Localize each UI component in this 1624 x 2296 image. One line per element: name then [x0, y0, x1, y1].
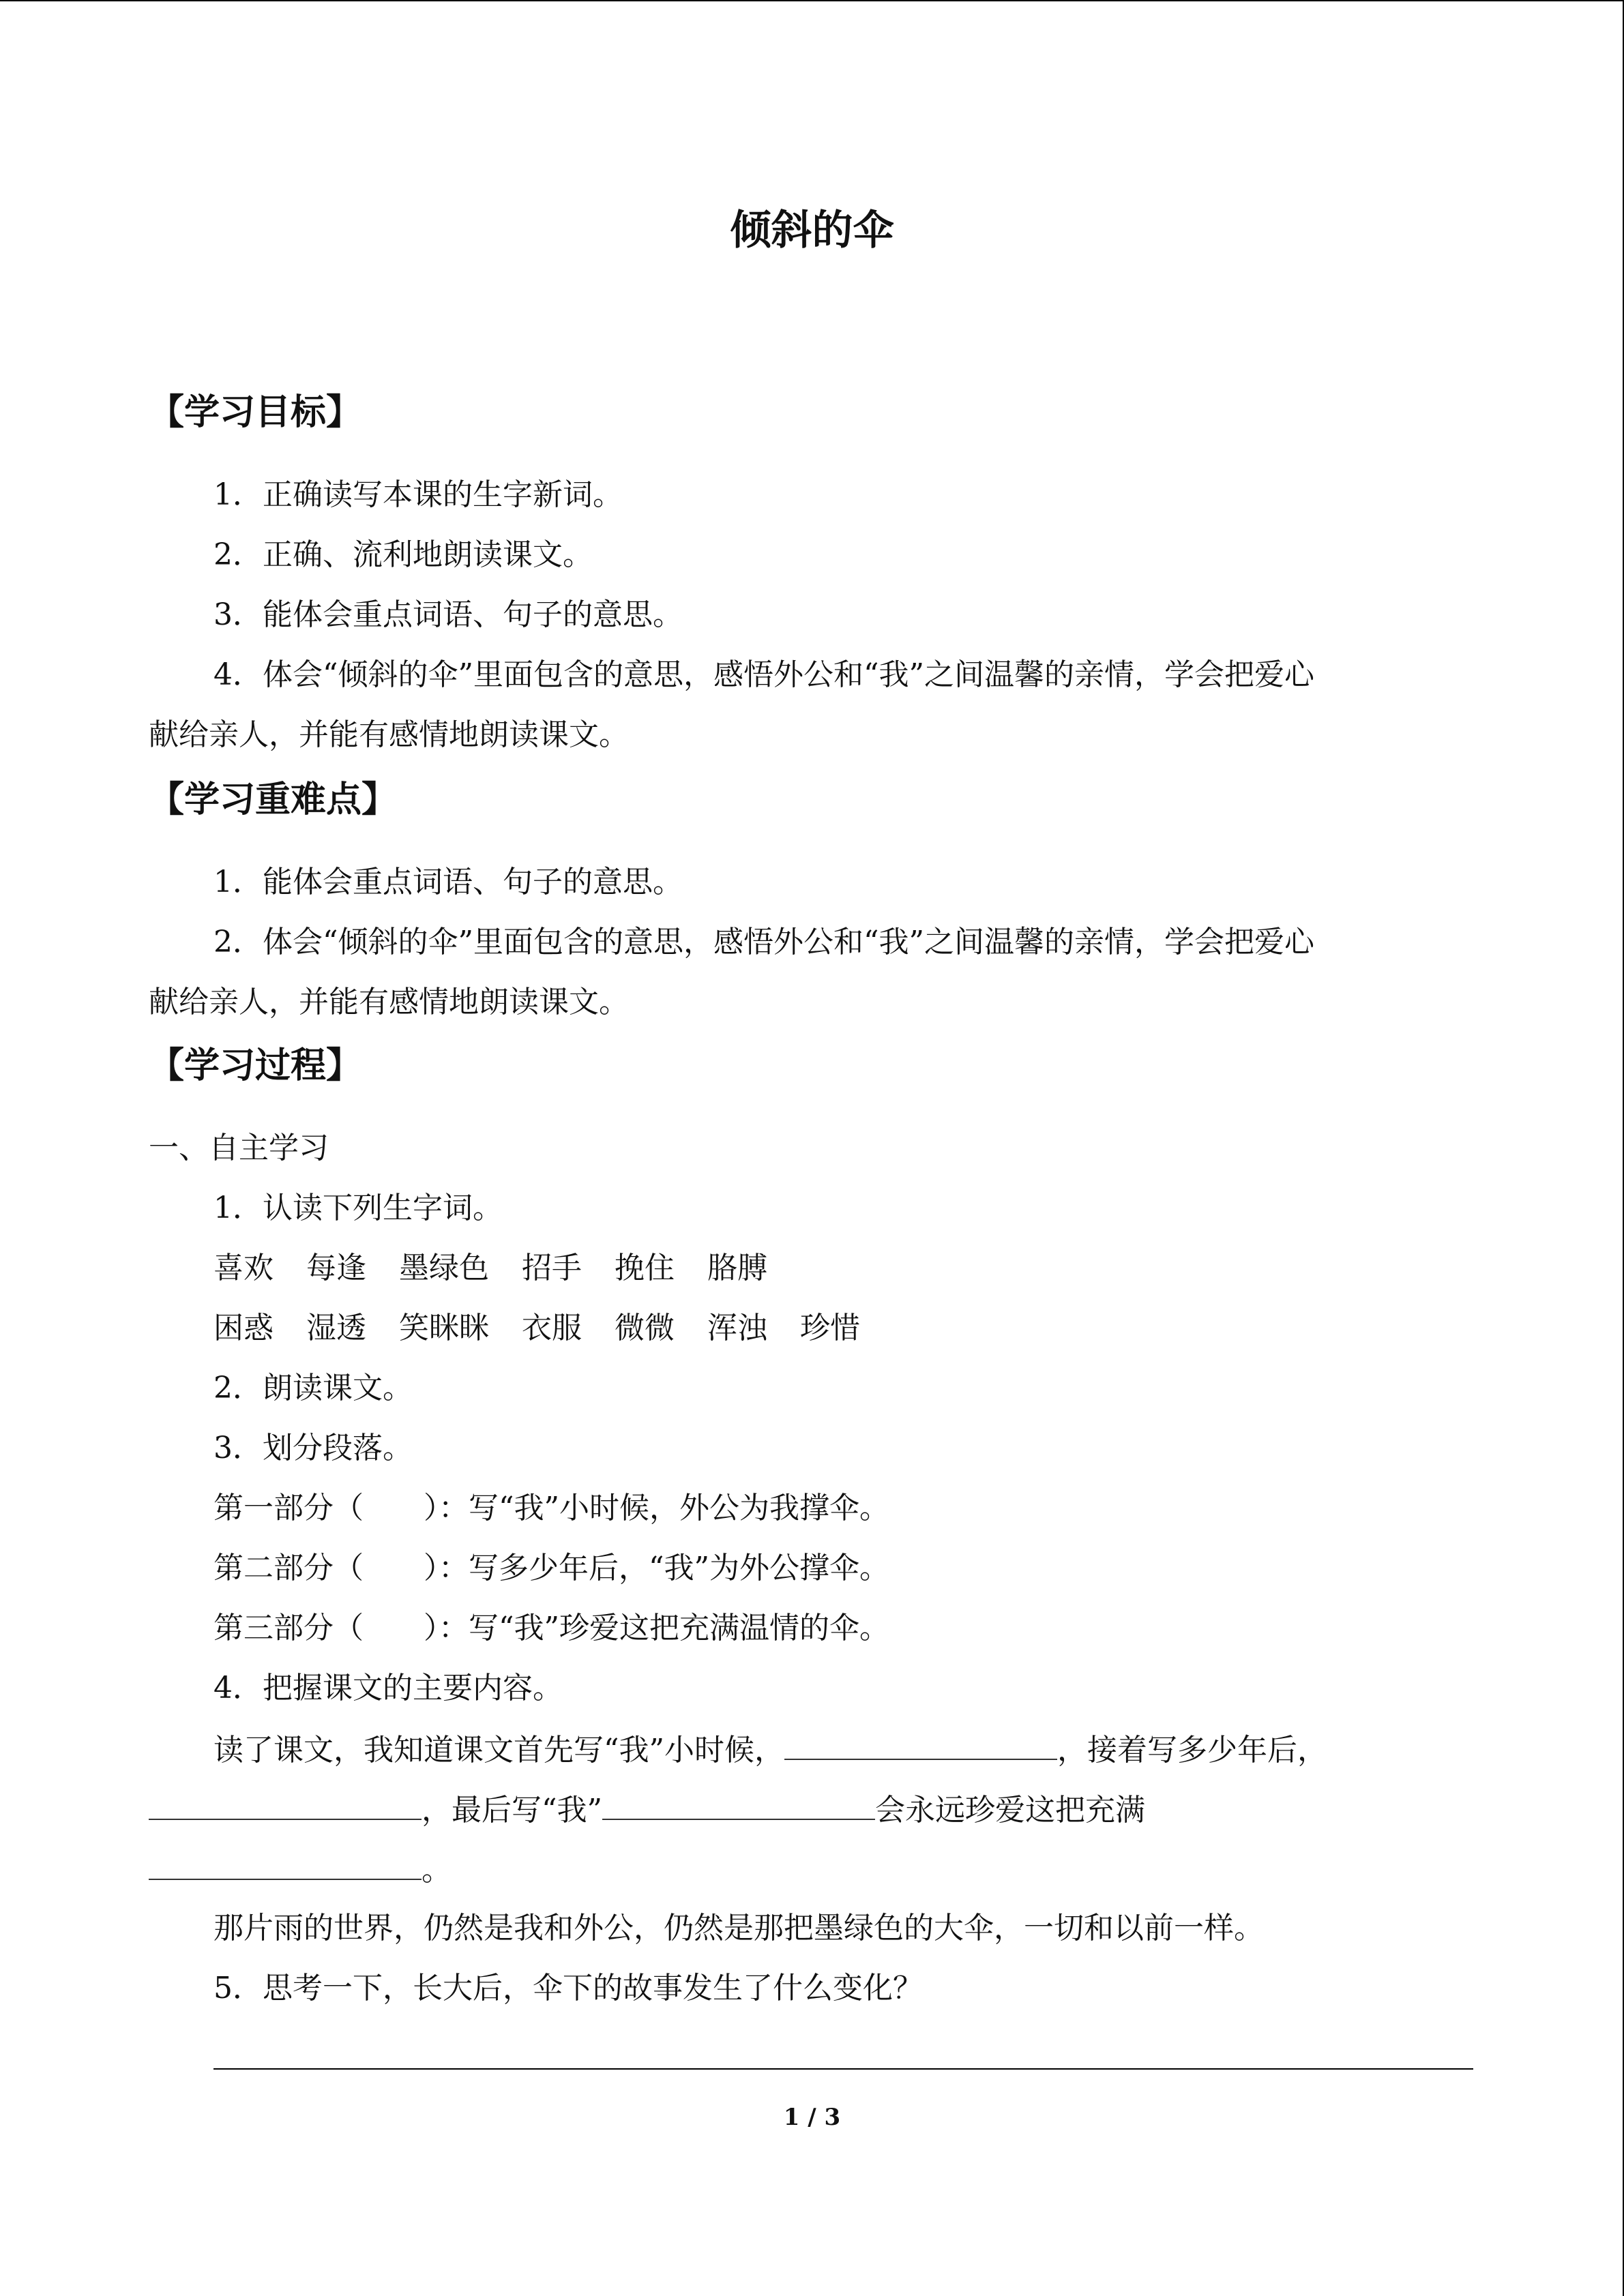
- question-4: 4．把握课文的主要内容。: [213, 1671, 563, 1705]
- segment-part-2: 第二部分（ ）：写多少年后，“我”为外公撑伞。: [213, 1551, 889, 1585]
- fill-text: ，最后写“我”: [422, 1793, 602, 1828]
- vocab-word: 挽住: [615, 1251, 675, 1285]
- section-heading-key-points: 【学习重难点】: [149, 779, 398, 820]
- fill-in-line-3: [149, 1849, 452, 1890]
- question-2: 2．朗读课文。: [213, 1371, 413, 1405]
- question-3: 3．划分段落。: [213, 1431, 413, 1465]
- segment-part-1: 第一部分（ ）：写“我”小时候，外公为我撑伞。: [213, 1491, 889, 1525]
- goal-item-2: 2．正确、流利地朗读课文。: [213, 537, 593, 572]
- key-point-item-1: 1．能体会重点词语、句子的意思。: [213, 865, 683, 899]
- key-point-item-2: 2．体会“倾斜的伞”里面包含的意思，感悟外公和“我”之间温馨的亲情，学会把爱心: [213, 925, 1314, 959]
- question-1: 1．认读下列生字词。: [213, 1191, 503, 1225]
- fill-text: 读了课文，我知道课文首先写“我”小时候，: [213, 1733, 784, 1768]
- fill-blank-1[interactable]: [784, 1729, 1057, 1760]
- vocab-word: 困惑: [213, 1311, 274, 1345]
- fill-text: 。: [422, 1853, 452, 1888]
- goal-item-3: 3．能体会重点词语、句子的意思。: [213, 597, 683, 632]
- vocab-word: 湿透: [306, 1311, 366, 1345]
- segment-part-3: 第三部分（ ）：写“我”珍爱这把充满温情的伞。: [213, 1611, 889, 1645]
- fill-blank-3[interactable]: [602, 1789, 875, 1820]
- vocab-word: 衣服: [522, 1311, 582, 1345]
- fill-in-line-2: [149, 1789, 1145, 1830]
- goal-item-4-continued: 献给亲人，并能有感情地朗读课文。: [149, 717, 629, 752]
- fill-text: 会永远珍爱这把充满: [875, 1793, 1145, 1828]
- text-quote: 那片雨的世界，仍然是我和外公，仍然是那把墨绿色的大伞，一切和以前一样。: [213, 1911, 1264, 1945]
- vocab-word: 招手: [522, 1251, 582, 1285]
- section-heading-process: 【学习过程】: [149, 1045, 362, 1086]
- vocab-word: 浑浊: [707, 1311, 767, 1345]
- page-title: 倾斜的伞: [730, 207, 894, 254]
- page-number: 1 / 3: [783, 2104, 841, 2131]
- part-heading-self-study: 一、自主学习: [149, 1131, 329, 1165]
- vocab-word: 笑眯眯: [399, 1311, 489, 1345]
- question-5: 5．思考一下，长大后，伞下的故事发生了什么变化？: [213, 1971, 923, 2006]
- vocab-row-2: [213, 1309, 893, 1347]
- vocab-word: 微微: [615, 1311, 675, 1345]
- section-heading-goals: 【学习目标】: [149, 391, 362, 433]
- goal-item-4: 4．体会“倾斜的伞”里面包含的意思，感悟外公和“我”之间温馨的亲情，学会把爱心: [213, 657, 1314, 692]
- vocab-word: 墨绿色: [399, 1251, 489, 1285]
- fill-blank-2[interactable]: [149, 1789, 422, 1820]
- footer-divider: [213, 2068, 1473, 2070]
- vocab-word: 每逢: [306, 1251, 366, 1285]
- vocab-word: 喜欢: [213, 1251, 274, 1285]
- vocab-word: 珍惜: [800, 1311, 860, 1345]
- fill-in-line-1: [213, 1729, 1327, 1770]
- vocab-word: 胳膊: [707, 1251, 767, 1285]
- fill-blank-4[interactable]: [149, 1849, 422, 1880]
- key-point-item-2-continued: 献给亲人，并能有感情地朗读课文。: [149, 985, 629, 1019]
- fill-text: ，接着写多少年后，: [1057, 1733, 1327, 1768]
- vocab-row-1: [213, 1249, 800, 1287]
- goal-item-1: 1．正确读写本课的生字新词。: [213, 477, 623, 512]
